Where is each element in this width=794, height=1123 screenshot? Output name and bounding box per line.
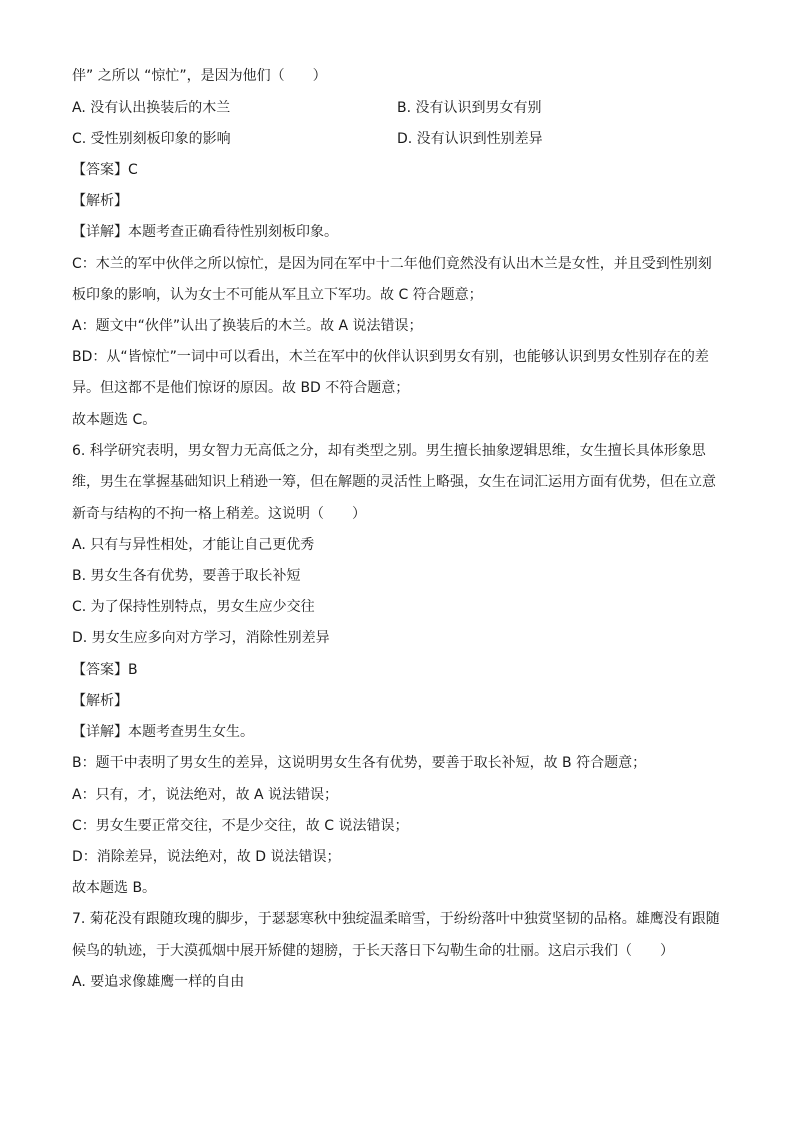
q6-stem-line3: 新奇与结构的不拘一格上稍差。这说明（ ）: [72, 506, 366, 522]
q5-conclusion: 故本题选 C。: [72, 412, 157, 428]
q6-option-a: A. 只有与异性相处，才能让自己更优秀: [72, 537, 315, 553]
q6-option-b: B. 男女生各有优势，要善于取长补短: [72, 568, 301, 584]
q5-stem: 伴” 之所以 “惊忙”，是因为他们（ ）: [72, 68, 327, 84]
q5-detail: 【详解】本题考查正确看待性别刻板印象。: [72, 224, 338, 240]
q6-stem-line1: 6. 科学研究表明，男女智力无高低之分，却有类型之别。男生擅长抽象逻辑思维，女生擅长具体形象思: [72, 443, 706, 459]
q6-analysis-label: 【解析】: [72, 693, 128, 709]
q6-detail: 【详解】本题考查男生女生。: [72, 724, 254, 740]
q6-conclusion: 故本题选 B。: [72, 880, 157, 896]
q5-option-d: D. 没有认识到性别差异: [397, 131, 543, 147]
q6-d-explanation: D：消除差异，说法绝对，故 D 说法错误；: [72, 849, 341, 865]
q5-option-b: B. 没有认识到男女有别: [397, 100, 542, 116]
q6-answer: 【答案】B: [72, 662, 138, 678]
q5-a-explanation: A：题文中“伙伴”认出了换装后的木兰。故 A 说法错误；: [72, 318, 423, 334]
q5-analysis-label: 【解析】: [72, 193, 128, 209]
q6-option-c: C. 为了保持性别特点，男女生应少交往: [72, 599, 315, 615]
q7-stem-line2: 候鸟的轨迹，于大漠孤烟中展开矫健的翅膀，于长天落日下勾勒生命的壮丽。这启示我们（ ）: [72, 943, 674, 959]
q7-stem-line1: 7. 菊花没有跟随玫瑰的脚步，于瑟瑟寒秋中独绽温柔暗雪，于纷纷落叶中独赏坚韧的品格。雄鹰没有跟随: [72, 911, 720, 927]
q5-bd-explanation-line2: 异。但这都不是他们惊讶的原因。故 BD 不符合题意；: [72, 380, 410, 396]
q6-a-explanation: A：只有，才，说法绝对，故 A 说法错误；: [72, 787, 339, 803]
q5-answer: 【答案】C: [72, 162, 138, 178]
q6-stem-line2: 维，男生在掌握基础知识上稍逊一筹，但在解题的灵活性上略强，女生在词汇运用方面有优势，但在立意: [72, 474, 716, 490]
q7-option-a: A. 要追求像雄鹰一样的自由: [72, 974, 245, 990]
q5-bd-explanation-line1: BD：从“皆惊忙”一词中可以看出，木兰在军中的伙伴认识到男女有别，也能够认识到男女性别存在的差: [72, 349, 709, 365]
q6-option-d: D. 男女生应多向对方学习，消除性别差异: [72, 630, 330, 646]
q5-c-explanation-line1: C：木兰的军中伙伴之所以惊忙，是因为同在军中十二年他们竟然没有认出木兰是女性，并且受到性别刻: [72, 256, 712, 272]
q5-option-a: A. 没有认出换装后的木兰: [72, 100, 231, 116]
q5-option-c: C. 受性别刻板印象的影响: [72, 131, 231, 147]
q6-c-explanation: C：男女生要正常交往，不是少交往，故 C 说法错误；: [72, 818, 409, 834]
q6-b-explanation: B：题干中表明了男女生的差异，这说明男女生各有优势，要善于取长补短，故 B 符合题意；: [72, 755, 647, 771]
q5-c-explanation-line2: 板印象的影响，认为女士不可能从军且立下军功。故 C 符合题意；: [72, 287, 483, 303]
